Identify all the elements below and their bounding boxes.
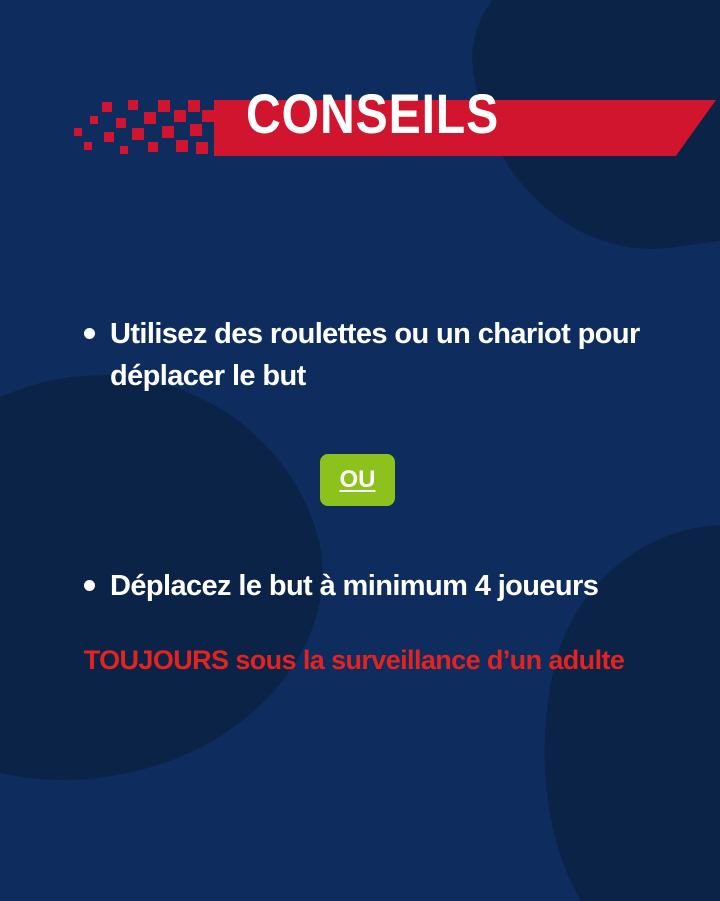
pixel xyxy=(174,110,186,122)
pixel xyxy=(74,128,82,136)
pixel xyxy=(104,132,114,142)
pixel xyxy=(102,102,112,112)
pixel xyxy=(148,142,158,152)
tip-item xyxy=(84,313,684,397)
pixel xyxy=(188,100,200,112)
warning-text: TOUJOURS sous la surveillance d’un adulte xyxy=(83,645,625,675)
pixel xyxy=(132,128,144,140)
pixel xyxy=(190,124,202,136)
background-shape xyxy=(496,492,720,901)
or-badge: OU xyxy=(320,454,395,506)
banner-title: CONSEILS xyxy=(246,82,500,145)
pixel xyxy=(162,126,174,138)
pixel xyxy=(90,116,98,124)
pixel xyxy=(116,118,126,128)
pixel xyxy=(144,112,156,124)
bullet-icon xyxy=(84,580,95,591)
pixel xyxy=(196,142,208,154)
tip-text: Déplacez le but à minimum 4 joueurs xyxy=(110,570,599,602)
pixel xyxy=(202,110,214,122)
pixel xyxy=(84,142,92,150)
pixel xyxy=(120,146,128,154)
tip-item xyxy=(84,565,684,607)
pixel xyxy=(158,100,170,112)
bullet-icon xyxy=(84,328,95,339)
tip-text: Utilisez des roulettes ou un chariot pour déplacer le but xyxy=(110,318,640,392)
pixel xyxy=(176,140,188,152)
title-banner xyxy=(74,84,644,160)
pixel xyxy=(128,100,138,110)
